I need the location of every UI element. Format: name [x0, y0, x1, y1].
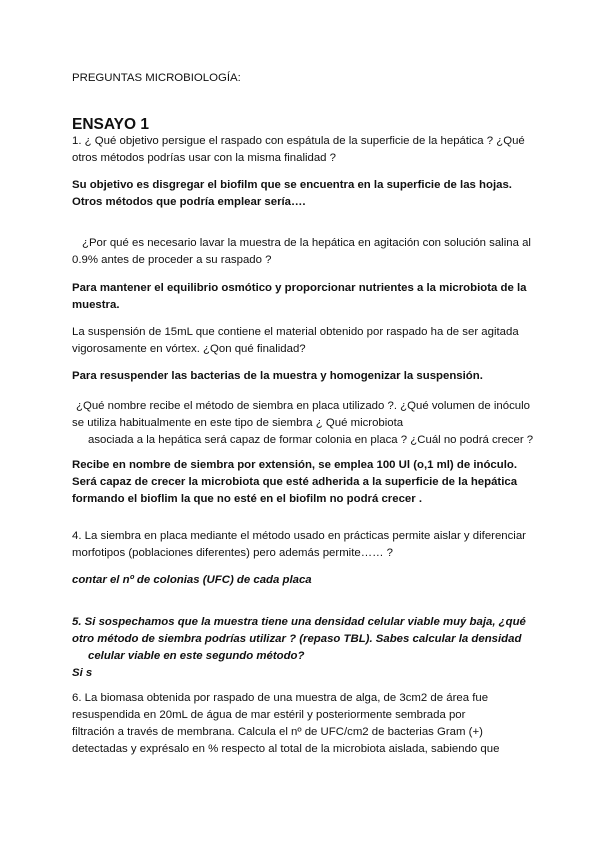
question-5-line: 4. La siembra en placa mediante el método usado en prácticas permite aislar y diferenciar — [72, 530, 526, 542]
question-3-line: La suspensión de 15mL que contiene el material obtenido por raspado ha de ser agitada — [72, 326, 519, 338]
answer-4-line: Recibe en nombre de siembra por extensión, se emplea 100 Ul (o,1 ml) de inóculo. — [72, 459, 517, 471]
answer-3 — [72, 368, 532, 385]
section-heading: ENSAYO 1 — [72, 116, 149, 133]
answer-1 — [72, 177, 532, 211]
question-7-line: resuspendida en 20mL de água de mar estéril y posteriormente sembrada por — [72, 709, 466, 721]
question-6-line: celular viable en este segundo método? — [88, 650, 305, 662]
question-4-line: se utiliza habitualmente en este tipo de siembra ¿ Qué microbiota — [72, 417, 404, 429]
answer-2 — [72, 280, 532, 314]
question-3-line: vigorosamente en vórtex. ¿Qon qué finalidad? — [72, 343, 306, 355]
answer-1-line: Su objetivo es disgregar el biofilm que se encuentra en la superficie de las hojas. — [72, 179, 512, 191]
question-6-answer: Si s — [72, 667, 93, 679]
question-3 — [72, 324, 532, 358]
document-title: PREGUNTAS MICROBIOLOGÍA: — [72, 72, 241, 84]
question-6-line: 5. Si sospechamos que la muestra tiene una densidad celular viable muy baja, ¿qué — [72, 616, 526, 628]
question-1-line: otros métodos podrías usar con la misma finalidad ? — [72, 152, 337, 164]
answer-1-line: Otros métodos que podría emplear sería…. — [72, 196, 306, 208]
question-1-line: 1. ¿ Qué objetivo persigue el raspado con espátula de la superficie de la hepática ? ¿Qué — [72, 135, 525, 147]
question-7-line: filtración a través de membrana. Calcula el nº de UFC/cm2 de bacterias Gram (+) — [72, 726, 483, 738]
question-6 — [72, 614, 532, 682]
question-2 — [72, 235, 532, 269]
question-2-line: ¿Por qué es necesario lavar la muestra de la hepática en agitación con solución salina al — [82, 237, 531, 249]
question-5-line: morfotipos (poblaciones diferentes) pero además permite…… ? — [72, 547, 393, 559]
answer-2-line: muestra. — [72, 299, 120, 311]
question-5 — [72, 528, 532, 562]
question-7-line: 6. La biomasa obtenida por raspado de una muestra de alga, de 3cm2 de área fue — [72, 692, 489, 704]
answer-5: contar el nº de colonias (UFC) de cada placa — [72, 574, 312, 586]
question-6-line: otro método de siembra podrías utilizar ? (repaso TBL). Sabes calcular la densidad — [72, 633, 522, 645]
question-1 — [72, 133, 532, 167]
question-4-line: ¿Qué nombre recibe el método de siembra en placa utilizado ?. ¿Qué volumen de inóculo — [76, 400, 530, 412]
answer-4-line: Será capaz de crecer la microbiota que esté adherida a la superficie de la hepática — [72, 476, 518, 488]
answer-4-line: formando el bioflim la que no esté en el biofilm no podrá crecer . — [72, 493, 423, 505]
question-4 — [72, 398, 532, 449]
answer-2-line: Para mantener el equilibrio osmótico y proporcionar nutrientes a la microbiota de la — [72, 282, 527, 294]
question-2-line: 0.9% antes de proceder a su raspado ? — [72, 254, 272, 266]
question-7-line: detectadas y exprésalo en % respecto al total de la microbiota aislada, sabiendo que — [72, 743, 500, 755]
answer-4 — [72, 457, 532, 508]
question-4-line: asociada a la hepática será capaz de formar colonia en placa ? ¿Cuál no podrá crecer ? — [88, 434, 534, 446]
answer-3-line: Para resuspender las bacterias de la muestra y homogenizar la suspensión. — [72, 370, 483, 382]
question-7 — [72, 690, 532, 758]
